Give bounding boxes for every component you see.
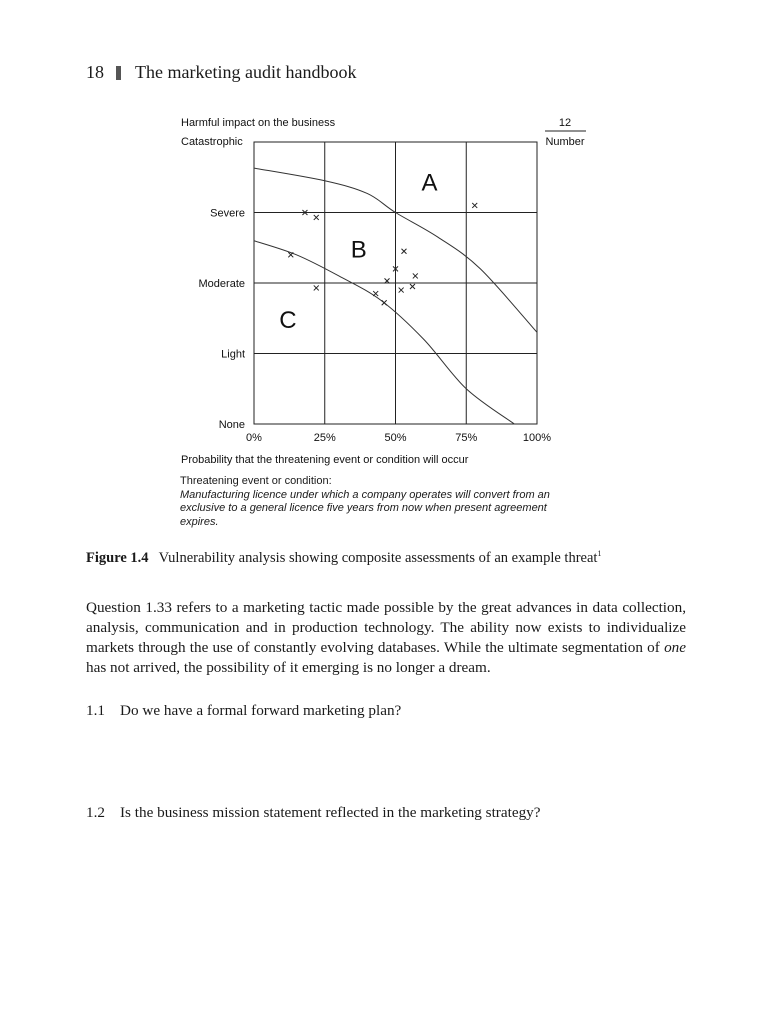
book-title: The marketing audit handbook bbox=[135, 62, 357, 82]
x-tick-label: 0% bbox=[246, 432, 262, 444]
body-paragraph bbox=[86, 598, 686, 678]
question-number: 1.1 bbox=[86, 702, 105, 719]
para-italic: one bbox=[664, 639, 686, 656]
caption-superscript: 1 bbox=[597, 549, 602, 558]
x-tick-label: 50% bbox=[384, 432, 407, 444]
para-part2: has not arrived, the possibility of it emerging is no longer a dream. bbox=[86, 659, 491, 676]
threat-label: Threatening event or condition: bbox=[180, 475, 332, 487]
data-point-marker bbox=[314, 285, 319, 290]
data-point-marker bbox=[382, 300, 387, 305]
para-part1: Question 1.33 refers to a marketing tactic made possible by the great advances in data collection, analysis, communication and in production technology. The ability now exists to individualize markets through the use of constantly evolving databases. While the ultimate segmentation of bbox=[86, 599, 686, 656]
y-tick-label: Light bbox=[221, 348, 245, 361]
x-tick-label: 75% bbox=[455, 432, 478, 444]
question-1-1 bbox=[86, 702, 401, 720]
data-point-marker bbox=[413, 273, 418, 278]
data-point-marker bbox=[399, 288, 404, 293]
y-tick-label: Severe bbox=[210, 207, 245, 220]
figure-caption bbox=[86, 549, 601, 567]
zone-label-a: A bbox=[421, 169, 438, 197]
number-value: 12 bbox=[558, 117, 572, 129]
zone-label-b: B bbox=[350, 236, 367, 264]
question-text: Is the business mission statement reflected in the marketing strategy? bbox=[120, 804, 541, 821]
impact-axis-title: Harmful impact on the business bbox=[181, 117, 336, 129]
threat-description: Manufacturing licence under which a company operates will convert from an exclusive to a general licence five years from now when present agreement expires. bbox=[180, 488, 550, 528]
number-label: Number bbox=[545, 136, 585, 148]
y-tick-label: Moderate bbox=[198, 278, 245, 290]
caption-text: Vulnerability analysis showing composite assessments of an example threat bbox=[158, 549, 598, 566]
threat-block bbox=[180, 475, 550, 529]
question-text: Do we have a formal forward marketing plan? bbox=[120, 702, 402, 719]
question-1-2 bbox=[86, 804, 541, 822]
data-point-marker bbox=[410, 284, 415, 289]
x-tick-label: 100% bbox=[522, 432, 552, 444]
data-point-marker bbox=[373, 291, 378, 296]
chart-points bbox=[288, 203, 477, 305]
chart-zone-labels bbox=[279, 170, 437, 334]
y-tick-label: None bbox=[218, 419, 245, 431]
data-point-marker bbox=[472, 203, 477, 208]
page-number: 18 bbox=[86, 62, 104, 82]
data-point-marker bbox=[314, 215, 319, 220]
question-number: 1.2 bbox=[86, 804, 105, 821]
chart-tick-labels bbox=[181, 136, 551, 444]
zone-label-c: C bbox=[279, 307, 297, 335]
caption-label: Figure 1.4 bbox=[86, 549, 149, 566]
data-point-marker bbox=[401, 249, 406, 254]
y-tick-label: Catastrophic bbox=[181, 136, 243, 148]
x-tick-label: 25% bbox=[313, 432, 336, 444]
x-axis-title: Probability that the threatening event or condition will occur bbox=[181, 454, 469, 466]
